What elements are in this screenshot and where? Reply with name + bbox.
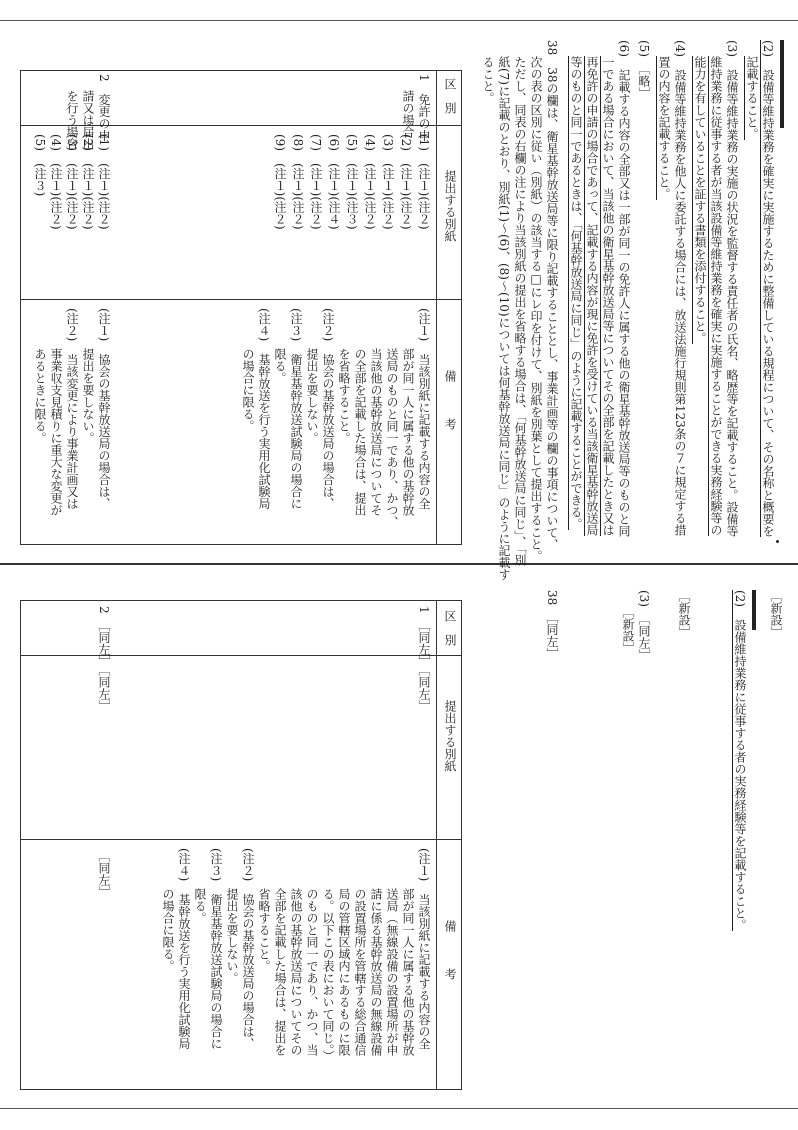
- biko-line: あるときに限る。: [33, 348, 47, 444]
- biko-line: を省略すること。: [337, 348, 351, 444]
- biko-line: (注１) 協会の基幹放送局の場合は、: [97, 308, 111, 510]
- item6-line3: 再免許の申請の場合であって、記載する内容が現に免許を受けている当該衛星基幹放送局: [585, 56, 599, 536]
- biko-line: 提出を要しない。: [81, 348, 95, 444]
- biko-line: 局の管轄区域内にあるものに限: [337, 888, 351, 1056]
- bottom-header-bessi: 提出する別紙: [443, 700, 457, 772]
- biko-line: 部が同一人に属する他の基幹放: [401, 888, 415, 1056]
- bessi-entry: (5) (注３): [33, 134, 47, 197]
- biko-line: (注２) 協会の基幹放送局の場合は、: [241, 848, 255, 1050]
- top-row2-label3: を行う場合: [65, 90, 79, 150]
- bottom-header-biko: 備 考: [443, 920, 457, 980]
- item3-line3: 能力を有していることを証する書類を添付すること。: [693, 56, 707, 344]
- bessi-entry: (9) (注１)(注２): [273, 134, 287, 230]
- biko-line: (注３) 衛星基幹放送試験局の場合に: [289, 308, 303, 510]
- item6-line1: (6) 記載する内容の全部又は一部が同一の免許人に属する他の衛星基幹放送局等のものと同: [617, 40, 631, 537]
- top-rule: [0, 20, 798, 21]
- biko-line: 該他の基幹放送局についてその: [289, 888, 303, 1056]
- biko-line: の場合に限る。: [241, 348, 255, 432]
- item5: (5) ［略］: [637, 40, 651, 99]
- bessi-entry: (2) (注１)(注２): [399, 134, 413, 230]
- bottom-rule: [0, 1108, 798, 1109]
- bessi-entry: (4) (注１)(注２): [363, 134, 377, 230]
- old-revision-bar: [752, 590, 756, 630]
- middle-rule: [0, 563, 798, 565]
- old-shinsetsu-1: ［新設］: [769, 590, 783, 638]
- note38-line3: ただし、同表の右欄の注により当該別紙の提出を省略する場合は、「何基幹放送局に同じ」、「別: [513, 56, 527, 566]
- bessi-entry: (3) (注１)(注２): [381, 134, 395, 230]
- biko-line: 事業収支見積りに重大な変更が: [49, 348, 63, 516]
- biko-line: (注２) 協会の基幹放送局の場合は、: [321, 308, 335, 510]
- item6-line4: 等のものと同一であるときは、「何基幹放送局に同じ」のように記載することができる。: [569, 56, 583, 530]
- note38-line4: 紙(7)に記載のとおり、別紙(1)〜(6)、(8)〜(10)については何基幹放送局に同じ」のように記載す: [497, 56, 511, 581]
- biko-line: (注４) 基幹放送を行う実用化試験局: [177, 848, 191, 1050]
- item3-line1: (3) 設備等維持業務の実施の状況を監督する責任者の氏名、略歴等を記載すること。設備等: [725, 40, 739, 537]
- biko-line: のものと同一であり、かつ、当: [305, 888, 319, 1056]
- biko-line: 送局（無線設備の設置場所が申: [385, 888, 399, 1056]
- top-header-bessi: 提出する別紙: [443, 170, 457, 242]
- note38-line2: 次の表の区別に従い（別紙）の該当する□にレ印を付けて、別紙を別葉として提出すること。: [529, 56, 543, 562]
- top-row2-label2: 請又は届出: [81, 90, 95, 150]
- old-shinsetsu-2: ［新設］: [677, 590, 691, 638]
- note38-line5: ること。: [481, 56, 495, 104]
- biko-line: 請に係る基幹放送局の無線設備: [369, 888, 383, 1056]
- bessi-entry: (7) (注１)(注２): [309, 134, 323, 230]
- biko-line: の場合に限る。: [161, 888, 175, 972]
- old-note38: 38 ［同左］: [545, 590, 559, 660]
- bottom-row1-bessi: ［同左］: [417, 664, 431, 712]
- bottom-header-kubetsu: 区 別: [443, 610, 457, 646]
- biko-line: (注１) 当該別紙に記載する内容の全: [417, 308, 431, 510]
- bottom-row2-biko: ［同左］: [97, 850, 111, 898]
- biko-line: の全部を記載した場合は、提出: [353, 348, 367, 516]
- biko-line: 提出を要しない。: [225, 888, 239, 984]
- biko-line: 省略すること。: [257, 888, 271, 972]
- item6-line2: 一である場合において、当該他の衛星基幹放送局等についてその全部を記載したとき又は: [601, 56, 615, 536]
- top-row1-label1: 1 免許の申: [417, 74, 431, 142]
- bessi-entry: (5) (注１)(注３): [345, 134, 359, 230]
- item2-line1: (2) 設備等維持業務を確実に実施するために整備している規程について、その名称と概要を: [761, 40, 775, 537]
- top-header-biko: 備 考: [443, 370, 457, 430]
- biko-line: (注２) 当該変更により事業計画又は: [65, 308, 79, 510]
- biko-line: (注４) 基幹放送を行う実用化試験局: [257, 308, 271, 510]
- biko-line: 部が同一人に属する他の基幹放: [401, 348, 415, 516]
- top-row2-label1: 2 変更の申: [97, 74, 111, 142]
- bessi-entry: (1) (注１)(注２): [417, 134, 431, 230]
- marker-dot: [776, 540, 779, 543]
- bottom-row2-bessi: ［同左］: [97, 664, 111, 712]
- bessi-entry: (2) (注１)(注２): [81, 134, 95, 230]
- biko-line: る。以下この表において同じ。）: [321, 888, 335, 1062]
- item3-line2: 維持業務に従事する者が当該設備等維持業務を確実に実施することができる実務経験等の: [709, 56, 723, 536]
- bottom-row1-label: 1 ［同左］: [417, 606, 431, 668]
- biko-line: 限る。: [273, 348, 287, 384]
- revision-bar: [780, 40, 784, 128]
- bottom-table-col-bessi: [20, 600, 462, 840]
- bessi-entry: (8) (注１)(注２): [291, 134, 305, 230]
- item4-line2: 置の内容を記載すること。: [657, 56, 671, 200]
- top-header-kubetsu: 区 別: [443, 78, 457, 114]
- biko-line: 当該他の基幹放送局についてそ: [369, 348, 383, 516]
- old-item2: (2) 設備維持業務に従事する者の実務経験等を記載すること。: [733, 590, 747, 931]
- item4-line1: (4) 設備等維持業務を他人に委託する場合には、放送法施行規則第123条の７に規定する措: [673, 40, 687, 536]
- biko-line: 提出を要しない。: [305, 348, 319, 444]
- old-shinsetsu-3: ［新設］: [621, 606, 635, 654]
- bessi-entry: (4) (注１)(注２): [49, 134, 63, 230]
- biko-line: の設置場所を管轄する総合通信: [353, 888, 367, 1056]
- old-item3: (3) ［同左］: [637, 590, 651, 661]
- bessi-entry: (3) (注１)(注２): [65, 134, 79, 230]
- biko-line: (注１) 当該別紙に記載する内容の全: [417, 848, 431, 1050]
- item2-line2: 記載すること。: [745, 56, 759, 140]
- biko-line: 限る。: [193, 888, 207, 924]
- bessi-entry: (1) (注１)(注２): [97, 134, 111, 230]
- biko-line: (注３) 衛星基幹放送試験局の場合に: [209, 848, 223, 1050]
- biko-line: 送局のものと同一であり、かつ、: [385, 348, 399, 528]
- top-row1-label2: 請の場合: [401, 90, 415, 138]
- bottom-row2-label: 2 ［同左］: [97, 606, 111, 668]
- bessi-entry: (6) (注１)(注４): [327, 134, 341, 230]
- note38-line1: 38 38の欄は、衛星基幹放送局等に限り記載することとし、事業計画等の欄の事項について、: [545, 40, 559, 551]
- biko-line: 全部を記載した場合は、提出を: [273, 888, 287, 1056]
